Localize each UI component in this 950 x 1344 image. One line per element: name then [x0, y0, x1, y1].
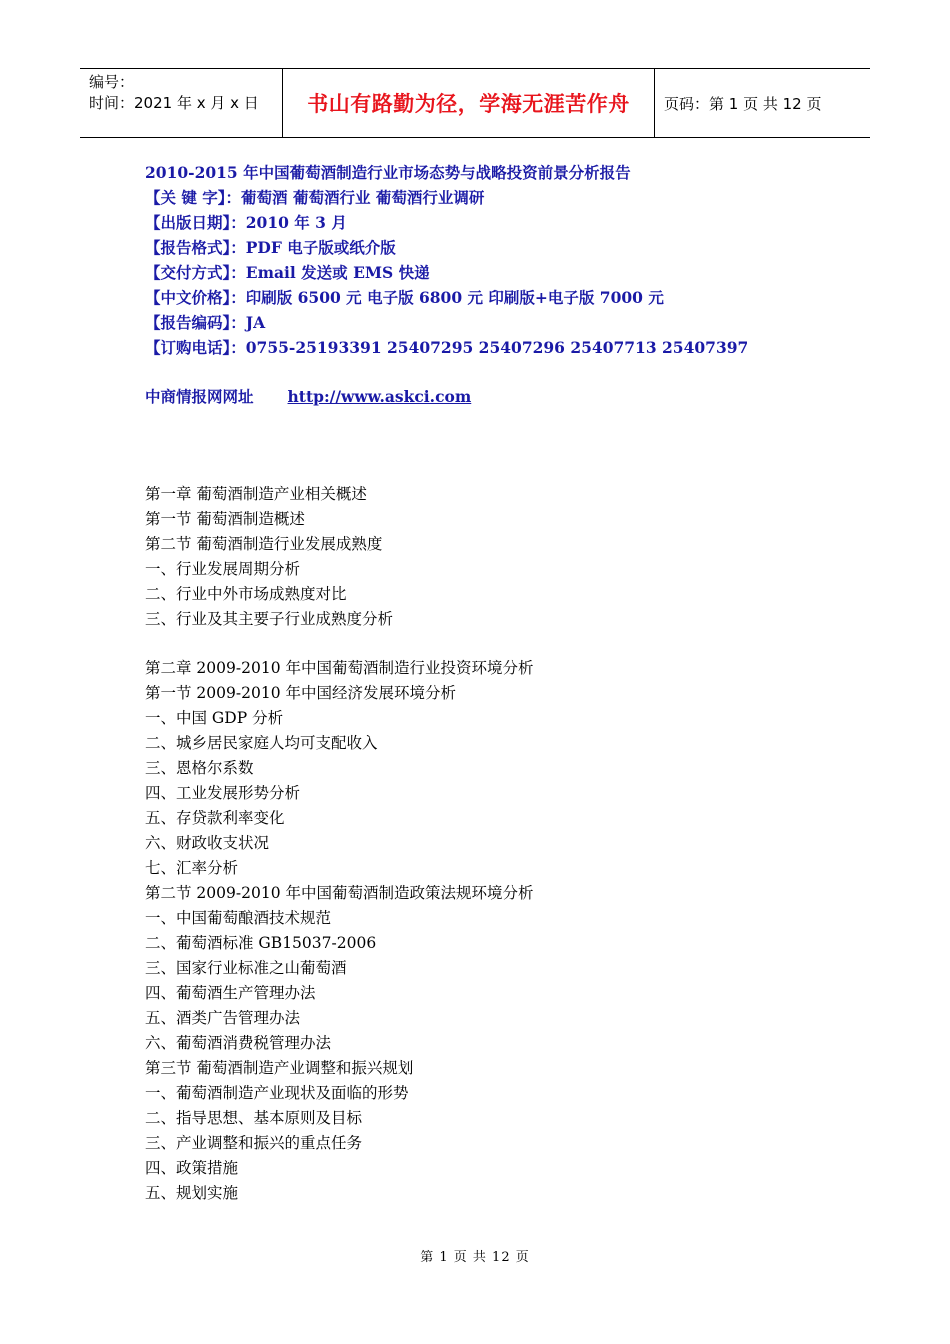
- page-header: [80, 68, 870, 138]
- toc-item: 二、指导思想、基本原则及目标: [145, 1109, 363, 1127]
- toc-item: 第三节 葡萄酒制造产业调整和振兴规划: [145, 1059, 414, 1077]
- toc-item: 三、恩格尔系数: [145, 759, 254, 777]
- header-motto-cell: [282, 69, 655, 137]
- report-date: 【出版日期】：2010 年 3 月: [145, 213, 347, 232]
- toc-item: 二、葡萄酒标准 GB15037-2006: [145, 934, 377, 952]
- toc-item: 五、存贷款利率变化: [145, 809, 285, 827]
- time-label: 时间：2021 年 x 月 x 日: [89, 94, 259, 112]
- report-keywords: 【关 键 字】：葡萄酒 葡萄酒行业 葡萄酒行业调研: [145, 188, 485, 207]
- toc-item: 一、中国葡萄酿酒技术规范: [145, 909, 332, 927]
- chapter-2-title: 第二章 2009-2010 年中国葡萄酒制造行业投资环境分析: [145, 659, 534, 677]
- toc-item: 三、产业调整和振兴的重点任务: [145, 1134, 363, 1152]
- toc-item: 二、城乡居民家庭人均可支配收入: [145, 734, 378, 752]
- toc-item: 一、行业发展周期分析: [145, 560, 301, 578]
- toc-item: 三、行业及其主要子行业成熟度分析: [145, 610, 394, 628]
- page-footer: 第 1 页 共 12 页: [420, 1250, 530, 1265]
- header-page-cell: [655, 69, 870, 137]
- toc-item: 四、工业发展形势分析: [145, 784, 301, 802]
- page-label: 页码：第 1 页 共 12 页: [664, 94, 822, 113]
- toc-item: 一、葡萄酒制造产业现状及面临的形势: [145, 1084, 409, 1102]
- toc-item: 六、葡萄酒消费税管理办法: [145, 1034, 332, 1052]
- toc-item: 第二节 葡萄酒制造行业发展成熟度: [145, 535, 383, 553]
- motto: 书山有路勤为径，学海无涯苦作舟: [307, 92, 630, 116]
- website-link[interactable]: http://www.askci.com: [287, 387, 472, 406]
- toc-item: 第一节 2009-2010 年中国经济发展环境分析: [145, 684, 456, 702]
- toc-item: 五、规划实施: [145, 1184, 239, 1202]
- toc-item: 第二节 2009-2010 年中国葡萄酒制造政策法规环境分析: [145, 884, 534, 902]
- table-of-contents: [145, 482, 534, 1206]
- report-title: 2010-2015 年中国葡萄酒制造行业市场态势与战略投资前景分析报告: [145, 163, 631, 182]
- chapter-1-title: 第一章 葡萄酒制造产业相关概述: [145, 485, 367, 503]
- toc-item: 一、中国 GDP 分析: [145, 709, 284, 727]
- report-format: 【报告格式】：PDF 电子版或纸介版: [145, 238, 396, 257]
- toc-item: 三、国家行业标准之山葡萄酒: [145, 959, 347, 977]
- toc-item: 五、酒类广告管理办法: [145, 1009, 301, 1027]
- chapter-gap: [145, 632, 534, 656]
- report-phone: 【订购电话】：0755-25193391 25407295 25407296 25407713 25407397: [145, 338, 749, 357]
- header-left-cell: [80, 69, 282, 137]
- number-label: 编号：: [89, 73, 135, 91]
- toc-item: 七、汇率分析: [145, 859, 239, 877]
- toc-item: 四、政策措施: [145, 1159, 239, 1177]
- report-delivery: 【交付方式】：Email 发送或 EMS 快递: [145, 263, 430, 282]
- report-code: 【报告编码】：JA: [145, 313, 266, 332]
- toc-item: 六、财政收支状况: [145, 834, 270, 852]
- toc-item: 二、行业中外市场成熟度对比: [145, 585, 347, 603]
- report-info: [145, 160, 748, 360]
- website-line: [145, 384, 471, 409]
- toc-item: 第一节 葡萄酒制造概述: [145, 510, 305, 528]
- toc-item: 四、葡萄酒生产管理办法: [145, 984, 316, 1002]
- report-price: 【中文价格】：印刷版 6500 元 电子版 6800 元 印刷版+电子版 7000 元: [145, 288, 664, 307]
- website-label: 中商情报网网址: [145, 387, 254, 406]
